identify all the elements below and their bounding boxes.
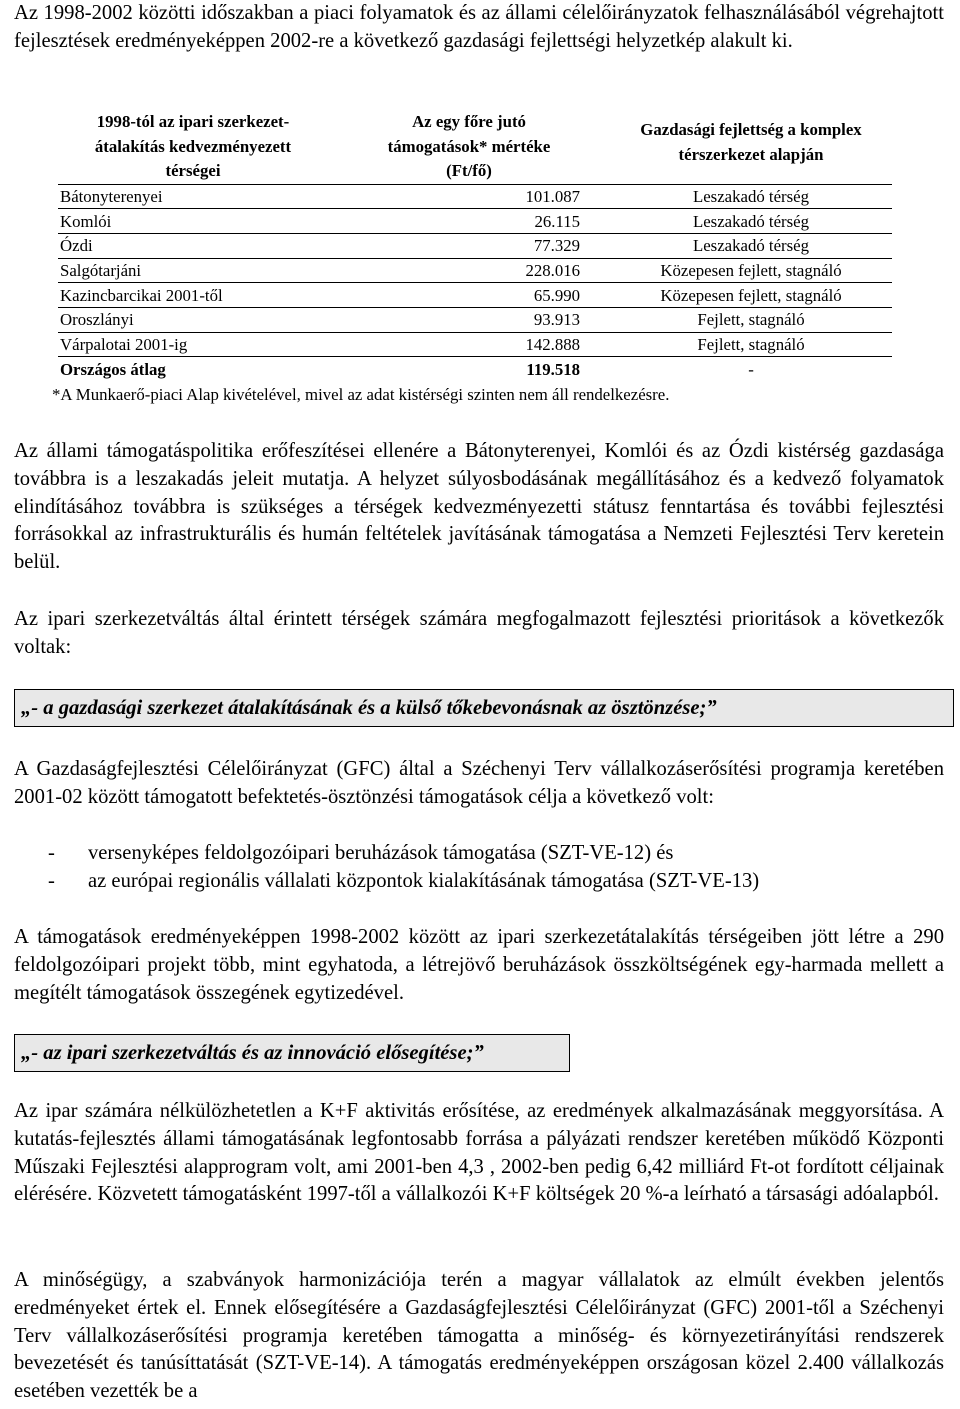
region-name: Várpalotai 2001-ig (58, 332, 328, 357)
table-row (58, 209, 892, 234)
list-marker: - (48, 870, 55, 892)
development-status: Leszakadó térség (610, 209, 892, 234)
development-status: Leszakadó térség (610, 184, 892, 209)
paragraph-rnd: Az ipar számára nélkülözhetetlen a K+F aktivitás erősítése, az eredmények alkalmazásának meggyorsítása. A kutatás-fejlesztés állami támogatásának legfontosabb forrása a pályázati rendszer keretében működő Központi Műszaki Fejlesztési alapprogram volt, ami 2001-ben 4,3 , 2002-ben pedig 6,42 milliárd Ft-ot fordított céljainak elérésére. Közvetett támogatásként 1997-től a vállalkozói K+F költségek 20 %-a leírható a társasági adóalapból. (14, 1100, 944, 1206)
region-name: Kazincbarcikai 2001-től (58, 283, 328, 308)
table-average-row (58, 357, 892, 382)
table-row (58, 332, 892, 357)
paragraph-priorities-intro: Az ipari szerkezetváltás által érintett térségek számára megfogalmazott fejlesztési prioritások a következők voltak: (14, 608, 944, 658)
table-footnote: *A Munkaerő-piaci Alap kivételével, mivel az adat kistérségi szinten nem áll rendelkezésre. (52, 385, 670, 404)
support-value: 26.115 (328, 209, 610, 234)
table-row (58, 307, 892, 332)
development-status: Fejlett, stagnáló (610, 332, 892, 357)
support-value: 228.016 (328, 258, 610, 283)
list-text: az európai regionális vállalati központok kialakításának támogatása (SZT-VE-13) (88, 870, 760, 892)
region-name: Komlói (58, 209, 328, 234)
support-value: 142.888 (328, 332, 610, 357)
priority-heading-1: „- a gazdasági szerkezet átalakításának és a külső tőkebevonásnak az ösztönzése;” (14, 689, 954, 727)
table-row (58, 184, 892, 209)
support-value: 93.913 (328, 307, 610, 332)
support-value: 77.329 (328, 233, 610, 258)
paragraph-quality: A minőségügy, a szabványok harmonizációja terén a magyar vállalatok az elmúlt években jelentős eredményeket értek el. Ennek elősegítésére a Gazdaságfejlesztési Célelőirányzat (GFC) 2001-től a Széchenyi Terv vállalkozáserősítési programja keretében támogatta a minőség- és környezetirányítási rendszerek bevezetését és tanúsíttatását (SZT-VE-14). A támogatás eredményeképpen országosan közel 2.400 vállalkozás esetében vezették be a (14, 1269, 944, 1403)
paragraph-support-policy: Az állami támogatáspolitika erőfeszítései ellenére a Bátonyterenyei, Komlói és az Ózdi kistérség gazdasága továbbra is a leszakadás jeleit mutatja. A helyzet súlyosbodásának megállításához és a kedvező folyamatok elindításához továbbra is szükséges a térségek kedvezményezetti státusz fenntartása és további fejlesztési forrásokkal az infrastrukturális és humán feltételek javításának támogatása a Nemzeti Fejlesztési Terv keretein belül. (14, 440, 944, 574)
region-name: Bátonyterenyei (58, 184, 328, 209)
support-table (58, 110, 892, 382)
average-value: 119.518 (526, 359, 580, 379)
header-development-level: Gazdasági fejlettség a komplex térszerkezet alapján (610, 110, 892, 184)
region-name: Ózdi (58, 233, 328, 258)
table-row (58, 283, 892, 308)
intro-paragraph: Az 1998-2002 közötti időszakban a piaci folyamatok és az állami célelőirányzatok felhasználásából végrehajtott fejlesztések eredményeképpen 2002-re a következő gazdasági fejlettségi helyzetkép alakult ki. (14, 2, 944, 52)
table-row (58, 233, 892, 258)
paragraph-results: A támogatások eredményeképpen 1998-2002 között az ipari szerkezetátalakítás térségeiben jött létre a 290 feldolgozóipari projekt több, mint egyhatoda, a létrejövő beruházások összköltségének egy-harmada mellett a megítélt támogatások összegének egytizedével. (14, 926, 944, 1004)
support-value: 101.087 (328, 184, 610, 209)
list-marker: - (48, 842, 55, 864)
development-status: Közepesen fejlett, stagnáló (610, 258, 892, 283)
support-value: 65.990 (328, 283, 610, 308)
development-status: Fejlett, stagnáló (610, 307, 892, 332)
average-label: Országos átlag (60, 359, 166, 379)
average-status: - (748, 359, 754, 379)
list-text: versenyképes feldolgozóipari beruházások támogatása (SZT-VE-12) és (88, 842, 674, 864)
priority-heading-2: „- az ipari szerkezetváltás és az innováció elősegítése;” (14, 1034, 570, 1072)
region-name: Salgótarjáni (58, 258, 328, 283)
paragraph-gfc: A Gazdaságfejlesztési Célelőirányzat (GFC) által a Széchenyi Terv vállalkozáserősítési programja keretében 2001-02 között támogatott befektetés-ösztönzési támogatások célja a következő volt: (14, 758, 944, 808)
header-support-per-capita: Az egy főre jutó támogatások* mértéke (Ft/fő) (328, 110, 610, 184)
header-regions: 1998-tól az ipari szerkezet-átalakítás kedvezményezett térségei (58, 110, 328, 184)
development-status: Közepesen fejlett, stagnáló (610, 283, 892, 308)
table-header-row (58, 110, 892, 184)
development-status: Leszakadó térség (610, 233, 892, 258)
table-row (58, 258, 892, 283)
region-name: Oroszlányi (58, 307, 328, 332)
